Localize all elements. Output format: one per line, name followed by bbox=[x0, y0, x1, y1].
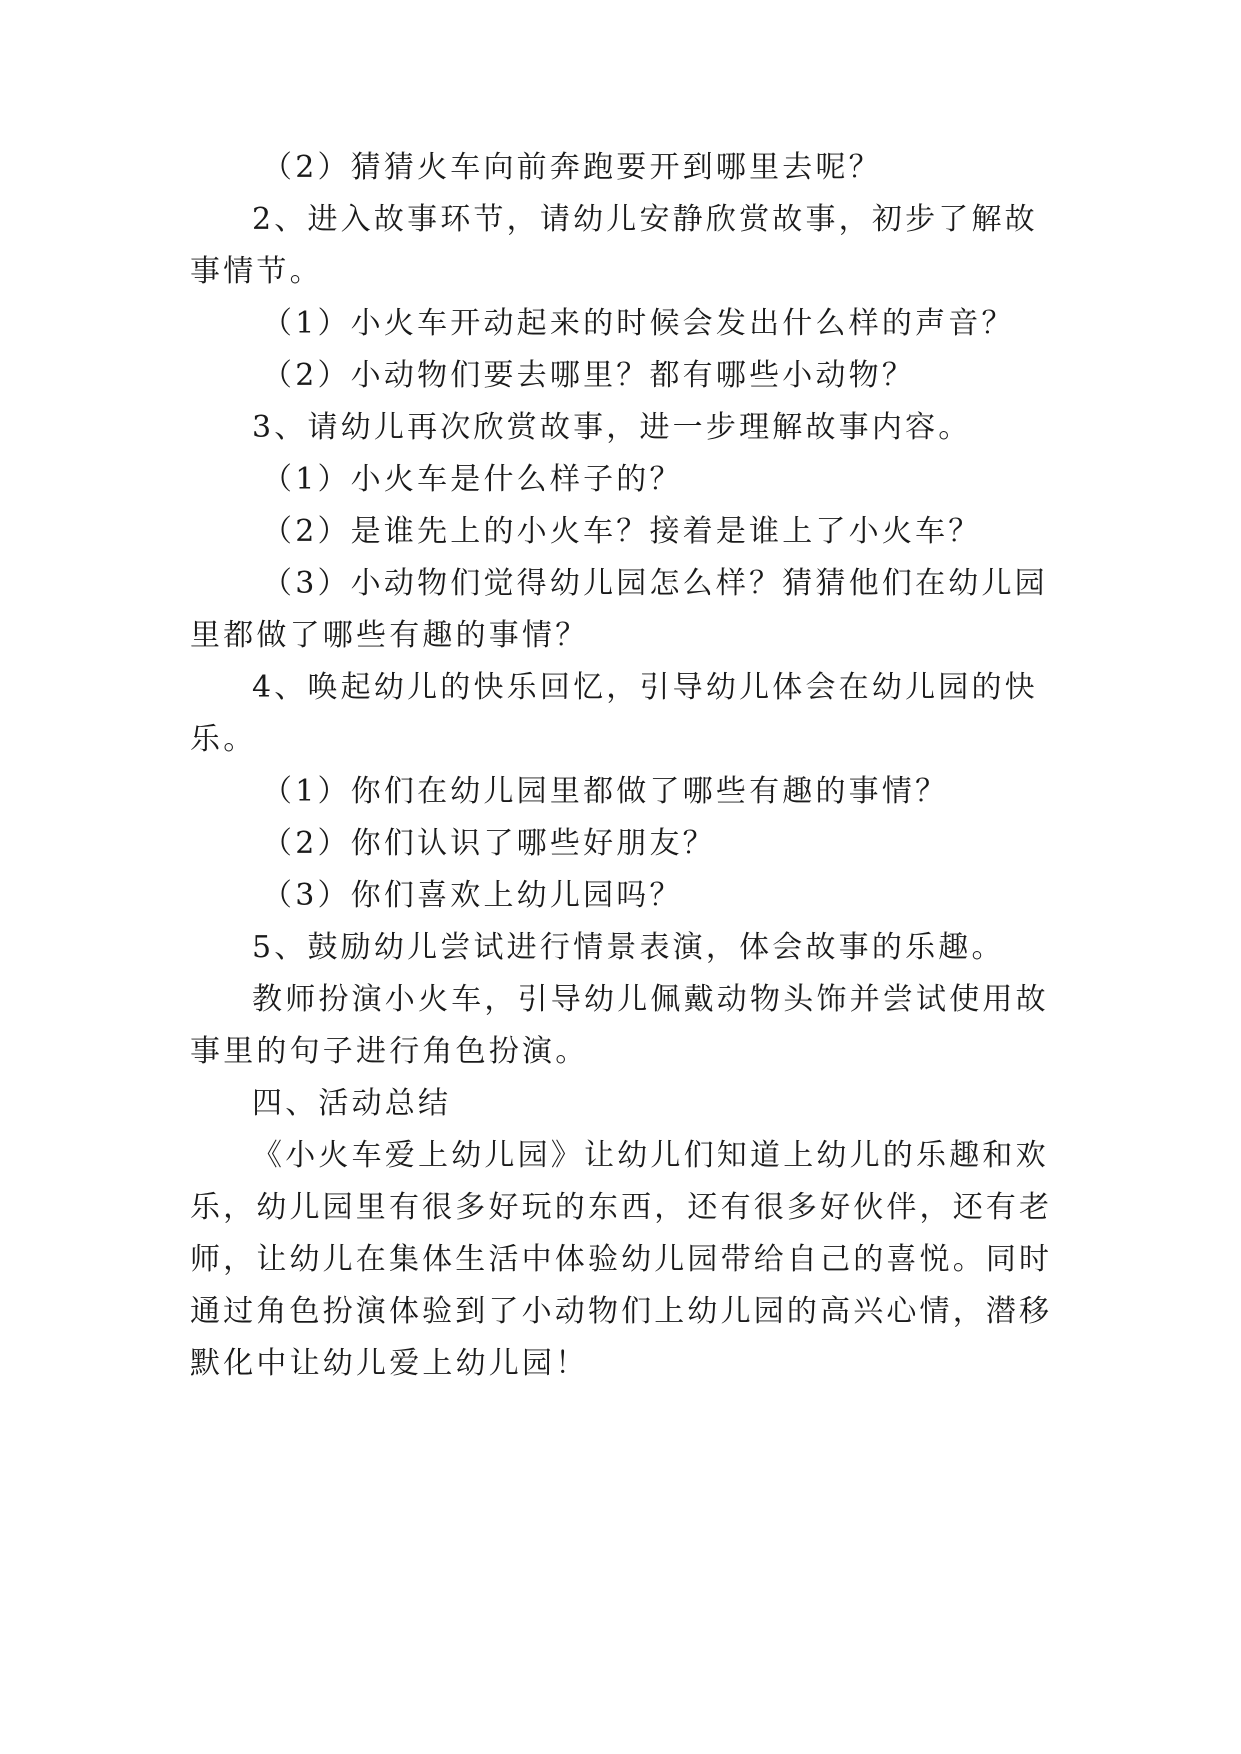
section-heading: 四、活动总结 bbox=[252, 1086, 452, 1121]
text-line-20: 《小火车爱上幼儿园》让幼儿们知道上幼儿的乐趣和欢 bbox=[252, 1138, 1049, 1173]
text-line-16: 5、鼓励幼儿尝试进行情景表演，体会故事的乐趣。 bbox=[252, 930, 1005, 965]
text-line-1: （2）猜猜火车向前奔跑要开到哪里去呢？ bbox=[262, 150, 882, 185]
text-line-9: （3）小动物们觉得幼儿园怎么样？猜猜他们在幼儿园 bbox=[262, 566, 1048, 601]
text-line-5: （2）小动物们要去哪里？都有哪些小动物？ bbox=[262, 358, 916, 393]
text-line-11: 4、唤起幼儿的快乐回忆，引导幼儿体会在幼儿园的快 bbox=[252, 670, 1038, 705]
text-line-2: 2、进入故事环节，请幼儿安静欣赏故事，初步了解故 bbox=[252, 202, 1038, 237]
text-line-14: （2）你们认识了哪些好朋友？ bbox=[262, 826, 716, 861]
text-line-8: （2）是谁先上的小火车？接着是谁上了小火车？ bbox=[262, 514, 982, 549]
text-line-17: 教师扮演小火车，引导幼儿佩戴动物头饰并尝试使用故 bbox=[252, 982, 1049, 1017]
text-line-13: （1）你们在幼儿园里都做了哪些有趣的事情？ bbox=[262, 774, 949, 809]
text-line-3: 事情节。 bbox=[190, 254, 323, 289]
text-line-15: （3）你们喜欢上幼儿园吗？ bbox=[262, 878, 683, 913]
text-line-7: （1）小火车是什么样子的？ bbox=[262, 462, 683, 497]
text-line-23: 通过角色扮演体验到了小动物们上幼儿园的高兴心情，潜移 bbox=[190, 1294, 1053, 1329]
text-line-12: 乐。 bbox=[190, 722, 257, 757]
text-line-24: 默化中让幼儿爱上幼儿园！ bbox=[190, 1346, 589, 1381]
text-line-4: （1）小火车开动起来的时候会发出什么样的声音？ bbox=[262, 306, 1015, 341]
text-line-21: 乐，幼儿园里有很多好玩的东西，还有很多好伙伴，还有老 bbox=[190, 1190, 1053, 1225]
text-line-10: 里都做了哪些有趣的事情？ bbox=[190, 618, 589, 653]
text-line-6: 3、请幼儿再次欣赏故事，进一步理解故事内容。 bbox=[252, 410, 972, 445]
text-line-18: 事里的句子进行角色扮演。 bbox=[190, 1034, 589, 1069]
text-line-22: 师，让幼儿在集体生活中体验幼儿园带给自己的喜悦。同时 bbox=[190, 1242, 1053, 1277]
